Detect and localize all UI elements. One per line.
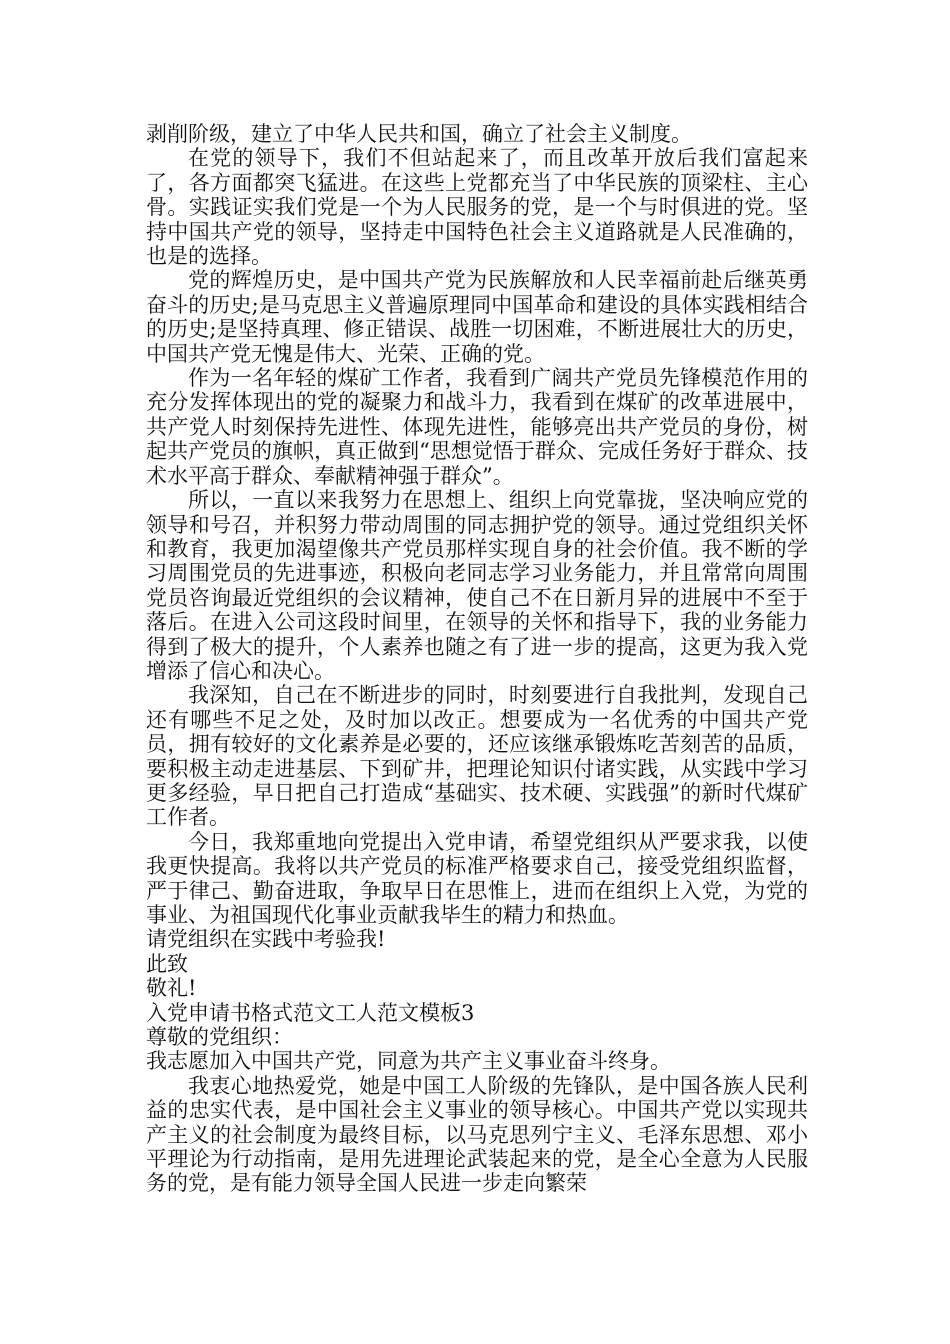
pledge-line: 我志愿加入中国共产党，同意为共产主义事业奋斗终身。	[146, 1049, 671, 1074]
section-heading: 入党申请书格式范文工人范文模板3	[146, 1000, 475, 1025]
paragraph-4: 作为一名年轻的煤矿工作者，我看到广阔共产党员先锋模范作用的充分发挥体现出的党的凝聚力和战斗力，我看到在煤矿的改革进展中，共产党人时刻保持先进性、体现先进性，能够亮出共产党员的身份，树起共产党员的旗帜，真正做到“思想觉悟于群众、完成任务好于群众、技术水平高于群众、奉献精神强于群众”。	[146, 366, 808, 488]
paragraph-1: 剥削阶级，建立了中华人民共和国，确立了社会主义制度。	[146, 122, 692, 146]
document-body	[146, 122, 808, 1196]
greeting-line: 尊敬的党组织：	[146, 1025, 293, 1050]
paragraph-5: 所以，一直以来我努力在思想上、组织上向党靠拢，坚决响应党的领导和号召，并积努力带动周围的同志拥护党的领导。通过党组织关怀和教育，我更加渴望像共产党员那样实现自身的社会价值。我不断的学习周围党员的先进事迹，积极向老同志学习业务能力，并且常常向周围党员咨询最近党组织的会议精神，使自己不在日新月异的进展中不至于落后。在进入公司这段时间里，在领导的关怀和指导下，我的业务能力得到了极大的提升，个人素养也随之有了进一步的提高，这更为我入党增添了信心和决心。	[146, 488, 808, 683]
paragraph-2: 在党的领导下，我们不但站起来了，而且改革开放后我们富起来了，各方面都突飞猛进。在这些上党都充当了中华民族的顶梁柱、主心骨。实践证实我们党是一个为人民服务的党，是一个与时俱进的党。坚持中国共产党的领导，坚持走中国特色社会主义道路就是人民准确的，也是的选择。	[146, 146, 808, 269]
salutation-respect: 敬礼!	[146, 976, 197, 1001]
closing-request: 请党组织在实践中考验我!	[146, 927, 386, 952]
paragraph-7: 今日，我郑重地向党提出入党申请，希望党组织从严要求我，以使我更快提高。我将以共产党员的标准严格要求自己，接受党组织监督，严于律己、勤奋进取，争取早日在思惟上，进而在组织上入党，为党的事业、为祖国现代化事业贡献我毕生的精力和热血。	[146, 829, 808, 927]
paragraph-6: 我深知，自己在不断进步的同时，时刻要进行自我批判，发现自己还有哪些不足之处，及时加以改正。想要成为一名优秀的中国共产党员，拥有较好的文化素养是必要的，还应该继承锻炼吃苦刻苦的品质，要积极主动走进基层、下到矿井，把理论知识付诸实践，从实践中学习更多经验，早日把自己打造成“基础实、技术硬、实践强”的新时代煤矿工作者。	[146, 683, 808, 830]
salutation-line: 此致	[146, 951, 188, 976]
paragraph-3: 党的辉煌历史，是中国共产党为民族解放和人民幸福前赴后继英勇奋斗的历史;是马克思主义普遍原理同中国革命和建设的具体实践相结合的历史;是坚持真理、修正错误、战胜一切困难，不断进展壮大的历史，中国共产党无愧是伟大、光荣、正确的党。	[146, 268, 808, 366]
paragraph-last: 我衷心地热爱党，她是中国工人阶级的先锋队，是中国各族人民利益的忠实代表，是中国社会主义事业的领导核心。中国共产党以实现共产主义的社会制度为最终目标，以马克思列宁主义、毛泽东思想、邓小平理论为行动指南，是用先进理论武装起来的党，是全心全意为人民服务的党，是有能力领导全国人民进一步走向繁荣	[146, 1073, 808, 1196]
